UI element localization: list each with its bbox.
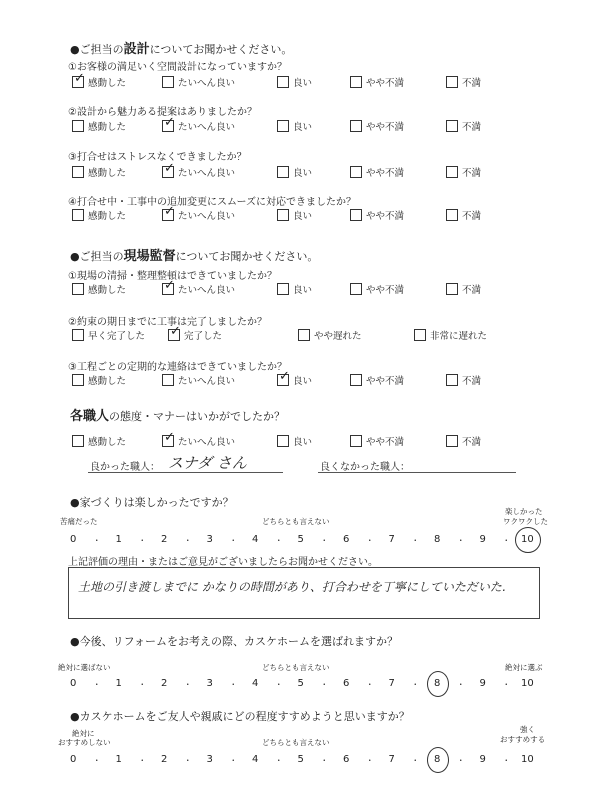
- scale-dot: ・: [365, 536, 374, 545]
- scale-dot: ・: [456, 756, 465, 765]
- checkbox[interactable]: [162, 278, 175, 295]
- checkbox[interactable]: [446, 120, 458, 132]
- checkbox[interactable]: [350, 76, 362, 88]
- option-label: 早く完了した: [88, 331, 146, 342]
- scale-number[interactable]: 4: [252, 754, 259, 765]
- selected-circle-mark: [427, 747, 449, 773]
- question-2-text: ②設計から魅力ある提案はありましたか？: [68, 107, 257, 118]
- scale-number[interactable]: 7: [388, 678, 395, 689]
- scale-dot: ・: [320, 680, 329, 689]
- option-label: 良い: [293, 437, 313, 448]
- checkbox[interactable]: [446, 166, 458, 178]
- scale-dot: ・: [92, 680, 101, 689]
- option-label: たいへん良い: [178, 437, 236, 448]
- checkbox[interactable]: [72, 166, 84, 178]
- scale-number[interactable]: 9: [479, 534, 486, 545]
- question-7-option[interactable]: [72, 373, 126, 387]
- checkbox[interactable]: [162, 374, 174, 386]
- scale-dot: ・: [411, 680, 420, 689]
- question-4-option[interactable]: [162, 204, 236, 222]
- option-label: 完了した: [184, 331, 223, 342]
- scale-number[interactable]: 10: [521, 754, 534, 765]
- scale-dot: ・: [456, 680, 465, 689]
- checkbox[interactable]: [277, 435, 289, 447]
- question-4-option[interactable]: [72, 208, 126, 222]
- checkbox[interactable]: [277, 120, 289, 132]
- option-label: たいへん良い: [178, 211, 236, 222]
- scale-dot: ・: [456, 536, 465, 545]
- reform-high-label: 絶対に選ぶ: [505, 663, 543, 672]
- scale-dot: ・: [365, 756, 374, 765]
- checkbox[interactable]: [72, 435, 84, 447]
- checkbox[interactable]: [446, 435, 458, 447]
- question-1-text: ①お客様の満足いく空間設計になっていますか？: [68, 62, 287, 73]
- question-3-option[interactable]: [277, 165, 312, 179]
- question-6-option[interactable]: [414, 328, 487, 342]
- option-label: 感動した: [88, 285, 127, 296]
- check-mark-icon: ✓: [74, 71, 85, 86]
- option-label: 不満: [462, 285, 482, 296]
- scale-number[interactable]: 5: [297, 534, 304, 545]
- fun-mid-label: どちらとも言えない: [262, 517, 330, 526]
- scale-dot: ・: [138, 756, 147, 765]
- check-mark-icon: ✓: [164, 161, 175, 176]
- scale-dot: ・: [274, 680, 283, 689]
- scale-dot: ・: [320, 536, 329, 545]
- question-1-option[interactable]: [162, 75, 235, 89]
- good-craftsman-underline: [88, 472, 283, 473]
- scale-dot: ・: [411, 536, 420, 545]
- option-label: 不満: [462, 211, 482, 222]
- checkbox[interactable]: [298, 329, 310, 341]
- scale-dot: ・: [138, 536, 147, 545]
- question-5-option[interactable]: [446, 282, 481, 296]
- question-7-option[interactable]: [350, 373, 404, 387]
- question-4-option[interactable]: [350, 208, 404, 222]
- good-craftsman-value[interactable]: スナダ さん: [168, 454, 247, 472]
- question-2-option[interactable]: [72, 119, 126, 133]
- scale-dot: ・: [92, 756, 101, 765]
- option-label: やや遅れた: [314, 331, 362, 342]
- section-recommend-heading: ●カスケホームをご友人や親戚にどの程度すすめようと思いますか？: [70, 710, 410, 723]
- scale-number[interactable]: 4: [252, 678, 259, 689]
- fun-high-label-1: 楽しかった: [505, 507, 543, 516]
- question-8-option[interactable]: [446, 434, 481, 448]
- question-3-option[interactable]: [162, 161, 236, 179]
- question-1-option[interactable]: [277, 75, 312, 89]
- option-label: やや不満: [366, 78, 405, 89]
- option-label: 良い: [293, 122, 313, 133]
- checkbox[interactable]: [277, 166, 289, 178]
- option-label: 不満: [462, 78, 482, 89]
- option-label: 良い: [293, 78, 313, 89]
- option-label: 感動した: [88, 168, 127, 179]
- scale-dot: ・: [229, 536, 238, 545]
- selected-circle-mark: [427, 671, 449, 697]
- scale-number[interactable]: 6: [343, 754, 350, 765]
- section-craftsmen-heading: 各職人の態度・マナーはいかがでしたか？: [70, 409, 286, 424]
- good-craftsman-label: 良かった職人：: [90, 462, 160, 473]
- option-label: やや不満: [366, 285, 405, 296]
- check-mark-icon: ✓: [164, 204, 175, 219]
- option-label: 感動した: [88, 78, 127, 89]
- question-5-option[interactable]: [277, 282, 312, 296]
- option-label: 非常に遅れた: [430, 331, 488, 342]
- bad-craftsman-underline: [318, 472, 516, 473]
- scale-number[interactable]: 8: [434, 678, 441, 689]
- question-2-option[interactable]: [162, 115, 236, 133]
- scale-number[interactable]: 1: [115, 534, 122, 545]
- scale-dot: ・: [274, 756, 283, 765]
- checkbox[interactable]: [277, 283, 289, 295]
- checkbox[interactable]: [277, 209, 289, 221]
- option-label: たいへん良い: [178, 376, 236, 387]
- scale-number[interactable]: 2: [161, 678, 168, 689]
- check-mark-icon: ✓: [164, 278, 175, 293]
- question-6-option[interactable]: [168, 324, 223, 342]
- scale-number[interactable]: 0: [70, 534, 77, 545]
- checkbox[interactable]: [350, 435, 362, 447]
- check-mark-icon: ✓: [164, 115, 175, 130]
- scale-dot: ・: [274, 536, 283, 545]
- scale-number[interactable]: 0: [70, 678, 77, 689]
- question-7-option[interactable]: [162, 373, 235, 387]
- scale-number[interactable]: 8: [434, 534, 441, 545]
- reform-mid-label: どちらとも言えない: [262, 663, 330, 672]
- section-fun-heading: ●家づくりは楽しかったですか？: [70, 496, 234, 509]
- question-2-option[interactable]: [446, 119, 481, 133]
- checkbox[interactable]: [72, 71, 85, 88]
- recommend-high-label-1: 強く: [520, 725, 535, 734]
- option-label: 感動した: [88, 376, 127, 387]
- scale-number[interactable]: 9: [479, 678, 486, 689]
- option-label: 良い: [293, 211, 313, 222]
- checkbox[interactable]: [162, 204, 175, 221]
- option-label: 良い: [293, 168, 313, 179]
- scale-number[interactable]: 5: [297, 678, 304, 689]
- question-1-option[interactable]: [446, 75, 481, 89]
- scale-number[interactable]: 2: [161, 754, 168, 765]
- scale-number[interactable]: 10: [521, 678, 534, 689]
- scale-number[interactable]: 4: [252, 534, 259, 545]
- reason-answer: 土地の引き渡しまでに かなりの時間があり、打合わせを丁寧にしていただいた.: [78, 580, 506, 594]
- scale-number[interactable]: 6: [343, 678, 350, 689]
- fun-low-label: 苦痛だった: [60, 517, 98, 526]
- scale-number[interactable]: 1: [115, 754, 122, 765]
- checkbox[interactable]: [162, 115, 175, 132]
- question-5-text: ①現場の清掃・整理整頓はできていましたか？: [68, 271, 277, 282]
- option-label: 不満: [462, 122, 482, 133]
- option-label: 感動した: [88, 122, 127, 133]
- checkbox[interactable]: [72, 120, 84, 132]
- scale-dot: ・: [183, 536, 192, 545]
- question-4-option[interactable]: [277, 208, 312, 222]
- option-label: 不満: [462, 376, 482, 387]
- scale-dot: ・: [183, 756, 192, 765]
- check-mark-icon: ✓: [170, 324, 181, 339]
- question-4-option[interactable]: [446, 208, 481, 222]
- question-5-option[interactable]: [162, 278, 236, 296]
- question-8-option[interactable]: [350, 434, 404, 448]
- scale-dot: ・: [229, 680, 238, 689]
- option-label: たいへん良い: [178, 78, 236, 89]
- option-label: 不満: [462, 437, 482, 448]
- scale-dot: ・: [411, 756, 420, 765]
- question-2-option[interactable]: [350, 119, 404, 133]
- scale-dot: ・: [183, 680, 192, 689]
- scale-number[interactable]: 7: [388, 754, 395, 765]
- selected-circle-mark: [515, 527, 541, 553]
- checkbox[interactable]: [350, 209, 362, 221]
- recommend-high-label-2: おすすめする: [500, 735, 546, 744]
- reform-low-label: 絶対に選ばない: [58, 663, 111, 672]
- checkbox[interactable]: [277, 76, 289, 88]
- scale-dot: ・: [320, 756, 329, 765]
- checkbox[interactable]: [414, 329, 426, 341]
- checkbox[interactable]: [446, 76, 458, 88]
- option-label: 不満: [462, 168, 482, 179]
- scale-number[interactable]: 10: [521, 534, 534, 545]
- scale-dot: ・: [138, 680, 147, 689]
- question-6-option[interactable]: [298, 328, 362, 342]
- question-3-option[interactable]: [350, 165, 404, 179]
- question-5-option[interactable]: [350, 282, 404, 296]
- question-8-option[interactable]: [72, 434, 126, 448]
- check-mark-icon: ✓: [279, 369, 290, 384]
- question-8-option[interactable]: [162, 430, 236, 448]
- question-6-option[interactable]: [72, 328, 145, 342]
- option-label: やや不満: [366, 437, 405, 448]
- option-label: 感動した: [88, 437, 127, 448]
- recommend-low-label-2: おすすめしない: [58, 738, 111, 747]
- option-label: 感動した: [88, 211, 127, 222]
- question-6-text: ②約束の期日までに工事は完了しましたか？: [68, 317, 267, 328]
- section-design-heading: ●ご担当の設計についてお聞かせください。: [70, 42, 293, 57]
- question-1-option[interactable]: [72, 71, 127, 89]
- checkbox[interactable]: [350, 166, 362, 178]
- question-7-option[interactable]: [446, 373, 481, 387]
- recommend-mid-label: どちらとも言えない: [262, 738, 330, 747]
- question-7-text: ③工程ごとの定期的な連絡はできていましたか？: [68, 362, 287, 373]
- scale-dot: ・: [92, 536, 101, 545]
- scale-number[interactable]: 3: [206, 754, 213, 765]
- reason-prompt: 上記評価の理由・またはご意見がございましたらお聞かせください。: [68, 557, 378, 568]
- question-5-option[interactable]: [72, 282, 126, 296]
- question-8-option[interactable]: [277, 434, 312, 448]
- scale-number[interactable]: 2: [161, 534, 168, 545]
- question-2-option[interactable]: [277, 119, 312, 133]
- bad-craftsman-label: 良くなかった職人：: [320, 462, 410, 473]
- checkbox[interactable]: [446, 283, 458, 295]
- option-label: やや不満: [366, 122, 405, 133]
- checkbox[interactable]: [350, 120, 362, 132]
- checkbox[interactable]: [72, 209, 84, 221]
- question-7-option[interactable]: [277, 369, 313, 387]
- checkbox[interactable]: [277, 369, 290, 386]
- scale-number[interactable]: 0: [70, 754, 77, 765]
- checkbox[interactable]: [446, 374, 458, 386]
- scale-number[interactable]: 9: [479, 754, 486, 765]
- option-label: やや不満: [366, 376, 405, 387]
- checkbox[interactable]: [162, 161, 175, 178]
- scale-dot: ・: [502, 536, 511, 545]
- checkbox[interactable]: [168, 324, 181, 341]
- scale-dot: ・: [502, 756, 511, 765]
- scale-number[interactable]: 6: [343, 534, 350, 545]
- section-site-supervisor-heading: ●ご担当の現場監督についてお聞かせください。: [70, 249, 319, 264]
- question-4-text: ④打合せ中・工事中の追加変更にスムーズに対応できましたか？: [68, 197, 356, 208]
- option-label: やや不満: [366, 168, 405, 179]
- checkbox[interactable]: [72, 283, 84, 295]
- option-label: たいへん良い: [178, 285, 236, 296]
- section-reform-heading: ●今後、リフォームをお考えの際、カスケホームを選ばれますか？: [70, 635, 399, 648]
- scale-number[interactable]: 5: [297, 754, 304, 765]
- checkbox[interactable]: [162, 76, 174, 88]
- checkbox[interactable]: [350, 283, 362, 295]
- fun-high-label-2: ワクワクした: [503, 517, 548, 526]
- scale-number[interactable]: 1: [115, 678, 122, 689]
- option-label: たいへん良い: [178, 122, 236, 133]
- question-3-text: ③打合せはストレスなくできましたか？: [68, 152, 247, 163]
- question-3-option[interactable]: [72, 165, 126, 179]
- option-label: やや不満: [366, 211, 405, 222]
- scale-number[interactable]: 3: [206, 678, 213, 689]
- scale-dot: ・: [229, 756, 238, 765]
- checkbox[interactable]: [72, 329, 84, 341]
- option-label: 良い: [293, 285, 313, 296]
- checkbox[interactable]: [162, 430, 175, 447]
- scale-number[interactable]: 7: [388, 534, 395, 545]
- scale-dot: ・: [365, 680, 374, 689]
- question-1-option[interactable]: [350, 75, 404, 89]
- question-3-option[interactable]: [446, 165, 481, 179]
- option-label: 良い: [293, 376, 313, 387]
- checkbox[interactable]: [350, 374, 362, 386]
- recommend-low-label-1: 絶対に: [72, 729, 95, 738]
- checkbox[interactable]: [72, 374, 84, 386]
- scale-number[interactable]: 3: [206, 534, 213, 545]
- scale-dot: ・: [502, 680, 511, 689]
- checkbox[interactable]: [446, 209, 458, 221]
- option-label: たいへん良い: [178, 168, 236, 179]
- check-mark-icon: ✓: [164, 430, 175, 445]
- scale-number[interactable]: 8: [434, 754, 441, 765]
